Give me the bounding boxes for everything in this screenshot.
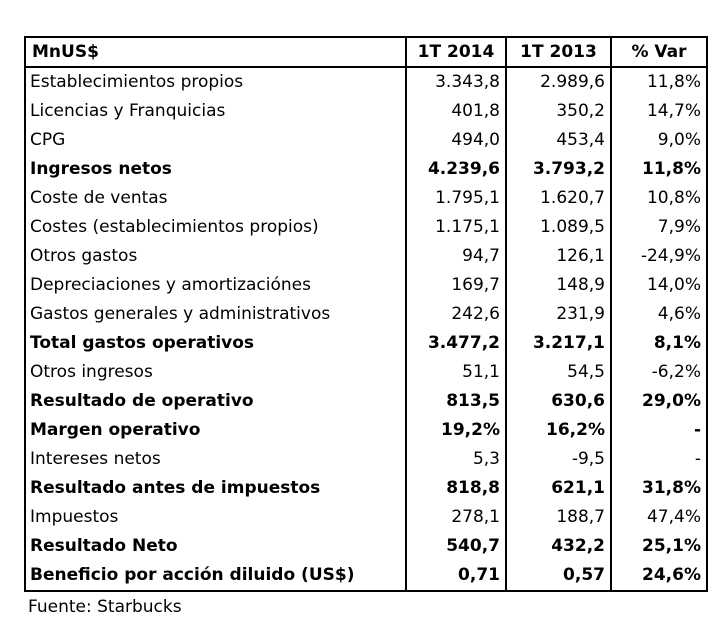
value-1t-2014: 494,0	[406, 126, 506, 155]
value-1t-2013: 432,2	[506, 532, 611, 561]
value-1t-2013: 126,1	[506, 242, 611, 271]
table-row	[25, 155, 707, 184]
table-row	[25, 387, 707, 416]
value-pct-var: 29,0%	[611, 387, 707, 416]
value-pct-var: -	[611, 445, 707, 474]
row-label: Depreciaciones y amortizaciónes	[25, 271, 406, 300]
value-pct-var: 4,6%	[611, 300, 707, 329]
source-note: Fuente: Starbucks	[28, 597, 182, 617]
value-1t-2014: 0,71	[406, 561, 506, 591]
value-pct-var: 10,8%	[611, 184, 707, 213]
value-pct-var: 8,1%	[611, 329, 707, 358]
row-label: CPG	[25, 126, 406, 155]
table-row	[25, 67, 707, 97]
financial-results-table	[24, 36, 708, 592]
value-1t-2013: 0,57	[506, 561, 611, 591]
table-row	[25, 300, 707, 329]
row-label: Impuestos	[25, 503, 406, 532]
table-row	[25, 126, 707, 155]
value-1t-2014: 94,7	[406, 242, 506, 271]
value-pct-var: 14,7%	[611, 97, 707, 126]
value-1t-2014: 19,2%	[406, 416, 506, 445]
value-1t-2014: 242,6	[406, 300, 506, 329]
header-1t-2014: 1T 2014	[406, 37, 506, 67]
table-header-row	[25, 37, 707, 67]
table-row	[25, 445, 707, 474]
value-1t-2013: -9,5	[506, 445, 611, 474]
row-label: Resultado de operativo	[25, 387, 406, 416]
row-label: Resultado antes de impuestos	[25, 474, 406, 503]
value-1t-2013: 350,2	[506, 97, 611, 126]
value-1t-2013: 630,6	[506, 387, 611, 416]
table-row	[25, 358, 707, 387]
row-label: Gastos generales y administrativos	[25, 300, 406, 329]
row-label: Margen operativo	[25, 416, 406, 445]
value-1t-2013: 2.989,6	[506, 67, 611, 97]
row-label: Coste de ventas	[25, 184, 406, 213]
row-label: Otros ingresos	[25, 358, 406, 387]
value-1t-2013: 1.089,5	[506, 213, 611, 242]
value-pct-var: 25,1%	[611, 532, 707, 561]
value-1t-2013: 3.793,2	[506, 155, 611, 184]
value-1t-2013: 1.620,7	[506, 184, 611, 213]
table-body	[25, 67, 707, 591]
table-row	[25, 242, 707, 271]
row-label: Ingresos netos	[25, 155, 406, 184]
value-1t-2013: 16,2%	[506, 416, 611, 445]
value-pct-var: 31,8%	[611, 474, 707, 503]
header-units: MnUS$	[25, 37, 406, 67]
row-label: Establecimientos propios	[25, 67, 406, 97]
value-1t-2013: 148,9	[506, 271, 611, 300]
table-row	[25, 503, 707, 532]
value-1t-2013: 3.217,1	[506, 329, 611, 358]
row-label: Intereses netos	[25, 445, 406, 474]
table-row	[25, 97, 707, 126]
value-pct-var: 11,8%	[611, 155, 707, 184]
value-1t-2013: 188,7	[506, 503, 611, 532]
row-label: Total gastos operativos	[25, 329, 406, 358]
row-label: Beneficio por acción diluido (US$)	[25, 561, 406, 591]
value-pct-var: -24,9%	[611, 242, 707, 271]
financial-table-container	[24, 36, 706, 592]
table-row	[25, 532, 707, 561]
table-row	[25, 474, 707, 503]
table-row	[25, 271, 707, 300]
value-1t-2014: 3.477,2	[406, 329, 506, 358]
value-1t-2014: 818,8	[406, 474, 506, 503]
value-1t-2013: 621,1	[506, 474, 611, 503]
value-pct-var: 7,9%	[611, 213, 707, 242]
value-1t-2014: 5,3	[406, 445, 506, 474]
value-1t-2014: 1.795,1	[406, 184, 506, 213]
table-row	[25, 184, 707, 213]
value-pct-var: 47,4%	[611, 503, 707, 532]
header-1t-2013: 1T 2013	[506, 37, 611, 67]
value-1t-2014: 813,5	[406, 387, 506, 416]
row-label: Resultado Neto	[25, 532, 406, 561]
value-pct-var: -6,2%	[611, 358, 707, 387]
value-1t-2014: 51,1	[406, 358, 506, 387]
value-1t-2014: 3.343,8	[406, 67, 506, 97]
value-pct-var: 9,0%	[611, 126, 707, 155]
row-label: Costes (establecimientos propios)	[25, 213, 406, 242]
table-row	[25, 561, 707, 591]
value-1t-2014: 169,7	[406, 271, 506, 300]
row-label: Otros gastos	[25, 242, 406, 271]
value-1t-2014: 401,8	[406, 97, 506, 126]
table-row	[25, 213, 707, 242]
value-1t-2013: 453,4	[506, 126, 611, 155]
value-1t-2014: 4.239,6	[406, 155, 506, 184]
value-pct-var: 11,8%	[611, 67, 707, 97]
value-pct-var: -	[611, 416, 707, 445]
value-pct-var: 14,0%	[611, 271, 707, 300]
header-pct-var: % Var	[611, 37, 707, 67]
value-1t-2013: 54,5	[506, 358, 611, 387]
value-1t-2014: 540,7	[406, 532, 506, 561]
value-1t-2014: 278,1	[406, 503, 506, 532]
row-label: Licencias y Franquicias	[25, 97, 406, 126]
table-row	[25, 329, 707, 358]
value-1t-2014: 1.175,1	[406, 213, 506, 242]
table-row	[25, 416, 707, 445]
value-1t-2013: 231,9	[506, 300, 611, 329]
value-pct-var: 24,6%	[611, 561, 707, 591]
